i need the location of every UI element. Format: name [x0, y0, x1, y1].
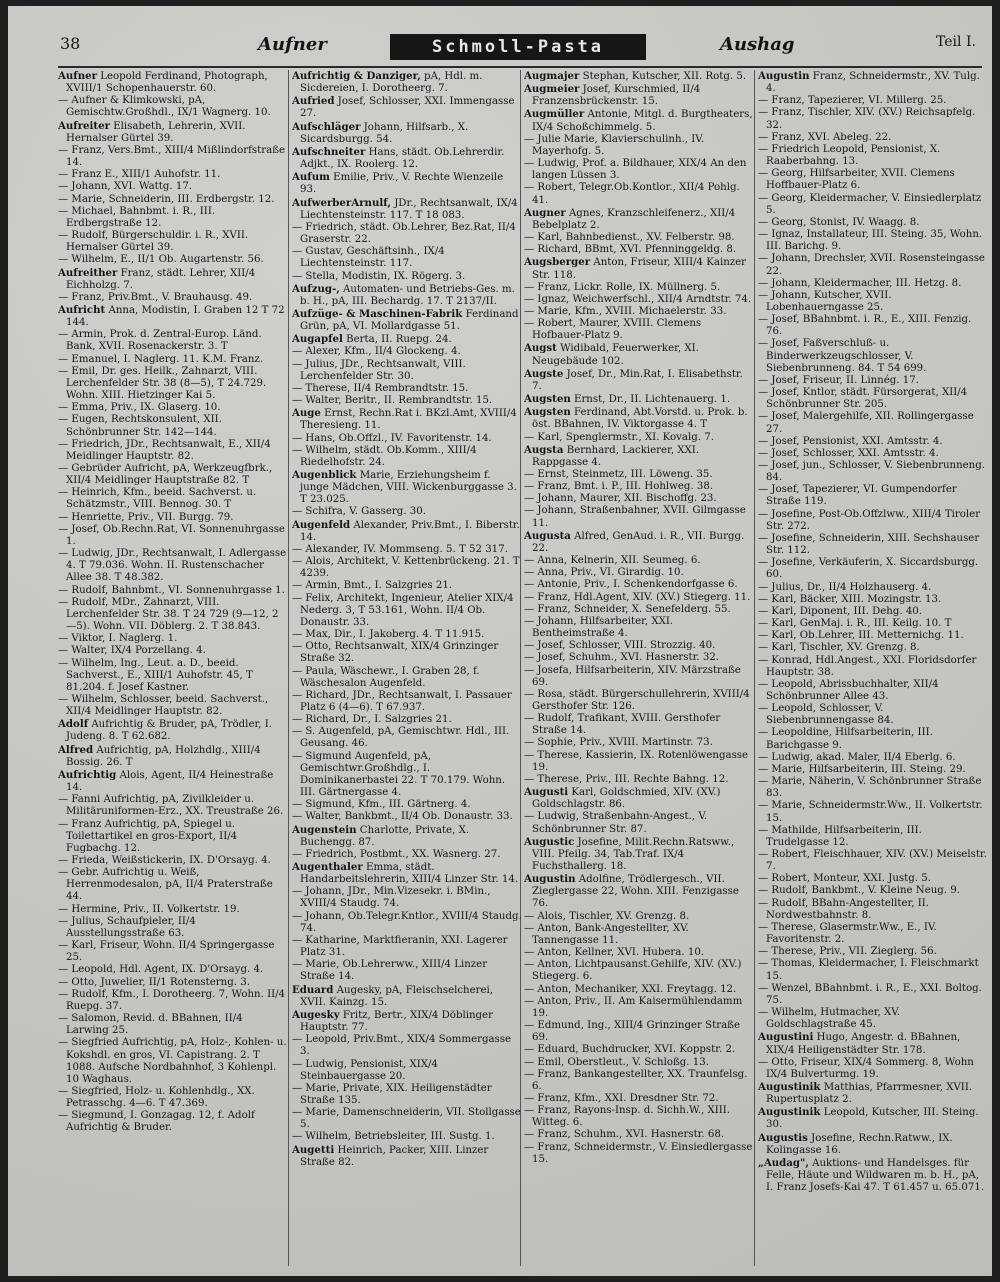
- directory-entry: Augenthaler Emma, städt. Handarbeitslehrerin, XIII/4 Linzer Str. 14.: [292, 861, 519, 886]
- column-divider: [754, 70, 755, 1266]
- directory-entry: — Max, Dir., I. Jakoberg. 4. T 11.915.: [292, 629, 485, 641]
- directory-entry: — Konrad, Hdl.Angest., XXI. Floridsdorfer Hauptstr. 38.: [758, 654, 977, 678]
- directory-entry: — Marie, Schneidermstr.Ww., II. Volkertstr. 15.: [758, 800, 983, 824]
- directory-entry: — Hermine, Priv., II. Volkertstr. 19.: [58, 903, 240, 915]
- directory-entry: — Walter, Beritr., II. Rembrandtstr. 15.: [292, 395, 493, 407]
- directory-entry: — S. Augenfeld, pA, Gemischtwr. Hdl., III. Geusang. 46.: [292, 726, 510, 750]
- page-header: [8, 6, 992, 62]
- directory-entry: — Henriette, Priv., VII. Burgg. 79.: [58, 511, 234, 523]
- directory-entry: Augustin Franz, Schneidermstr., XV. Tulg. 4.: [758, 70, 980, 95]
- directory-entry: — Josef, BBahnbmt. i. R., E., XIII. Fenzig. 76.: [758, 314, 972, 338]
- directory-entry: Aufreither Franz, städt. Lehrer, XII/4 Eichholzg. 7.: [58, 266, 256, 291]
- directory-entry: Aufum Emilie, Priv., V. Rechte Wienzeile 93.: [292, 171, 504, 196]
- directory-entry: — Richard, Dr., I. Salzgries 21.: [292, 714, 452, 726]
- header-first-word: Aufner: [258, 34, 327, 55]
- directory-column-2: [292, 70, 522, 1169]
- directory-entry: — Franz, Tapezierer, VI. Millerg. 25.: [758, 95, 947, 107]
- directory-entry: — Franz, Rayons-Insp. d. Sichh.W., XIII. Witteg. 6.: [524, 1105, 731, 1129]
- directory-entry: Augst Widibald, Feuerwerker, XI. Neugebäude 102.: [524, 342, 699, 367]
- directory-entry: Aufner Leopold Ferdinand, Photograph, XVIII/1 Schopenhauerstr. 60.: [58, 70, 268, 95]
- directory-entry: Aufreiter Elisabeth, Lehrerin, XVII. Hernalser Gürtel 39.: [58, 119, 246, 144]
- directory-entry: Augapfel Berta, II. Ruepg. 24.: [292, 333, 452, 346]
- directory-entry: — Michael, Bahnbmt. i. R., III. Erdbergstraße 12.: [58, 205, 216, 229]
- directory-entry: — Johann, Ob.Telegr.Kntlor., XVIII/4 Staudg. 74.: [292, 910, 522, 934]
- directory-entry: — Franz E., XIII/1 Auhofstr. 11.: [58, 169, 221, 181]
- directory-entry: — Ignaz, Weichwerfschl., XII/4 Arndtstr. 74.: [524, 293, 752, 305]
- directory-entry: Augmüller Antonie, Mitgl. d. Burgtheaters, IX/4 Schoßchimmelg. 5.: [524, 108, 753, 133]
- directory-entry: — Marie, Damenschneiderin, VII. Stollgasse 5.: [292, 1107, 521, 1131]
- directory-entry: Augmajer Stephan, Kutscher, XII. Rotg. 5.: [524, 70, 747, 82]
- directory-entry: — Josefa, Hilfsarbeiterin, XIV. Märzstraße 69.: [524, 664, 741, 688]
- directory-entry: — Leopold, Schlosser, V. Siebenbrunnengasse 84.: [758, 703, 894, 727]
- directory-entry: — Wilhelm, Betriebsleiter, III. Sustg. 1.: [292, 1131, 495, 1143]
- directory-entry: — Johann, Kleidermacher, III. Hetzg. 8.: [758, 277, 962, 289]
- directory-entry: Augustinik Matthias, Pfarrmesner, XVII. Rupertusplatz 2.: [758, 1080, 973, 1106]
- directory-entry: Augsta Bernhard, Lackierer, XXI. Rappgasse 4.: [524, 443, 700, 468]
- directory-entry: — Karl, Bäcker, XIII. Mozingstr. 13.: [758, 593, 942, 605]
- directory-entry: — Therese, Priv., VII. Zieglerg. 56.: [758, 946, 937, 958]
- directory-entry: — Franz, Schuhm., XVI. Hasnerstr. 68.: [524, 1129, 725, 1141]
- directory-entry: — Marie, Ob.Lehrerww., XIII/4 Linzer Straße 14.: [292, 959, 488, 983]
- directory-entry: — Therese, Priv., III. Rechte Bahng. 12.: [524, 773, 729, 785]
- directory-entry: — Anton, Mechaniker, XXI. Freytagg. 12.: [524, 983, 737, 995]
- directory-entry: — Josef, Schlosser, VIII. Strozzig. 40.: [524, 640, 716, 652]
- directory-entry: — Johann, Drechsler, XVII. Rosensteingasse 22.: [758, 253, 985, 277]
- directory-entry: — Ludwig, Prof. a. Bildhauer, XIX/4 An den langen Lüssen 3.: [524, 158, 747, 182]
- directory-entry: — Richard, JDr., Rechtsanwalt, I. Passauer Platz 6 (4—6). T 67.937.: [292, 689, 512, 713]
- directory-entry: — Armin, Prok. d. Zentral-Europ. Länd. Bank, XVII. Rosenackerstr. 3. T: [58, 329, 262, 353]
- directory-entry: — Ludwig, Pensionist, XIX/4 Steinbauergasse 20.: [292, 1058, 438, 1082]
- directory-entry: Augenfeld Alexander, Priv.Bmt., I. Biberstr. 14.: [292, 518, 520, 543]
- directory-entry: Augner Agnes, Kranzschleifenerz., XII/4 Bebelplatz 2.: [524, 206, 736, 231]
- directory-entry: Aufschneiter Hans, städt. Ob.Lehrerdir. Adjkt., IX. Roolerg. 12.: [292, 145, 505, 171]
- directory-entry: Augsberger Anton, Friseur, XIII/4 Kainzer Str. 118.: [524, 256, 747, 281]
- directory-entry: — Otto, Rechtsanwalt, XIX/4 Grinzinger Straße 32.: [292, 641, 499, 665]
- directory-entry: — Schifra, V. Gasserg. 30.: [292, 506, 426, 518]
- directory-entry: Augustinik Leopold, Kutscher, III. Steing. 30.: [758, 1106, 979, 1131]
- directory-entry: — Emanuel, I. Naglerg. 11. K.M. Franz.: [58, 353, 264, 365]
- directory-entry: — Julius, JDr., Rechtsanwalt, VIII. Lerchenfelder Str. 30.: [292, 358, 466, 382]
- directory-entry: — Siegfried, Holz- u. Kohlenhdlg., XX. Petrasschg. 4—6. T 47.369.: [58, 1085, 255, 1110]
- directory-entry: Augustis Josefine, Rechn.Ratww., IX. Kolingasse 16.: [758, 1131, 953, 1156]
- directory-entry: — Leopoldine, Hilfsarbeiterin, III. Barichgasse 9.: [758, 727, 933, 751]
- directory-entry: — Rudolf, BBahn-Angestellter, II. Nordwestbahnstr. 8.: [758, 897, 930, 921]
- directory-entry: — Franz Aufrichtig, pA, Spiegel u. Toilettartikel en gros-Export, II/4 Fugbachg. 12.: [58, 818, 238, 854]
- directory-entry: — Friedrich, JDr., Rechtsanwalt, E., XII/4 Meidlinger Hauptstr. 82.: [58, 438, 271, 462]
- directory-entry: — Otto, Juwelier, II/1 Rotensterng. 3.: [58, 976, 250, 988]
- directory-entry: — Franz, Kfm., XXI. Dresdner Str. 72.: [524, 1092, 719, 1104]
- directory-entry: — Antonie, Priv., I. Schenkendorfgasse 6.: [524, 579, 738, 591]
- directory-entry: — Georg, Hilfsarbeiter, XVII. Clemens Hoffbauer-Platz 6.: [758, 168, 955, 192]
- directory-entry: — Armin, Bmt., I. Salzgries 21.: [292, 580, 453, 592]
- directory-entry: — Rudolf, Trafikant, XVIII. Gersthofer Straße 14.: [524, 713, 721, 737]
- directory-entry: — Siegfried Aufrichtig, pA, Holz-, Kohlen- u. Kokshdl. en gros, VI. Capistrang. 2. T 1088. Aufsche Nordbahnhof, 3 Kohlenpl. 10 Waghaus.: [58, 1037, 287, 1085]
- directory-entry: — Rudolf, Bürgerschuldir. i. R., XVII. Hernalser Gürtel 39.: [58, 230, 249, 254]
- directory-entry: — Franz, Tischler, XIV. (XV.) Reichsapfelg. 32.: [758, 107, 976, 131]
- directory-entry: Augustin Adolfine, Trödlergesch., VII. Zieglergasse 22, Wohn. XIII. Fenzigasse 76.: [524, 873, 739, 910]
- directory-entry: — Emil, Oberstleut., V. Schloßg. 13.: [524, 1056, 709, 1068]
- directory-entry: — Alexander, IV. Mommseng. 5. T 52 317.: [292, 543, 508, 555]
- directory-entry: — Anna, Kelnerin, XII. Seumeg. 6.: [524, 555, 701, 567]
- directory-entry: — Marie, Hilfsarbeiterin, III. Steing. 29.: [758, 763, 966, 775]
- directory-entry: Augustini Hugo, Angestr. d. BBahnen, XIX/4 Heiligenstädter Str. 178.: [758, 1031, 961, 1056]
- directory-column-1: [58, 70, 288, 1135]
- directory-entry: — Anton, Priv., II. Am Kaisermühlendamm 19.: [524, 995, 743, 1019]
- directory-entry: — Robert, Fleischhauer, XIV. (XV.) Meiselstr. 7.: [758, 849, 987, 873]
- directory-entry: — Therese, Kassierin, IX. Rotenlöwengasse 19.: [524, 749, 749, 773]
- directory-entry: Augsten Ferdinand, Abt.Vorstd. u. Prok. b. öst. BBahnen, IV. Viktorgasse 4. T: [524, 406, 748, 431]
- directory-entry: — Josef, Faßverschluß- u. Binderwerkzeugschlosser, V. Siebenbrunneng. 84. T 54 699.: [758, 338, 927, 374]
- directory-entry: — Wenzel, BBahnbmt. i. R., E., XXI. Boltog. 75.: [758, 982, 982, 1006]
- directory-entry: Aufrichtig & Danziger, pA, Hdl. m. Sicdereien, I. Dorotheerg. 7.: [292, 70, 483, 95]
- directory-entry: — Karl, Diponent, III. Dehg. 40.: [758, 605, 923, 617]
- directory-entry: Aufried Josef, Schlosser, XXI. Immengasse 27.: [292, 95, 515, 120]
- directory-entry: — Josef, Friseur, II. Linnég. 17.: [758, 374, 919, 386]
- directory-entry: — Richard, BBmt, XVI. Pfenninggeldg. 8.: [524, 244, 737, 256]
- directory-entry: — Katharine, Marktfieranin, XXI. Lagerer Platz 31.: [292, 934, 508, 959]
- directory-column-3: [524, 70, 754, 1166]
- page-number: 38: [60, 34, 81, 53]
- directory-entry: — Karl, Tischler, XV. Grenzg. 8.: [758, 642, 920, 654]
- directory-entry: — Josef, Tapezierer, VI. Gumpendorfer Straße 119.: [758, 484, 957, 508]
- directory-entry: — Marie, Näherin, V. Schönbrunner Straße 83.: [758, 776, 982, 800]
- directory-entry: — Georg, Kleidermacher, V. Einsiedlerplatz 5.: [758, 192, 982, 216]
- directory-entry: — Wilhelm, Schlosser, beeid. Sachverst., XII/4 Meidlinger Hauptstr. 82.: [58, 693, 269, 718]
- directory-entry: — Franz, Lickr. Rolle, IX. Müllnerg. 5.: [524, 281, 721, 293]
- directory-entry: — Stella, Modistin, IX. Rögerg. 3.: [292, 270, 466, 282]
- directory-entry: — Therese, Glasermstr.Ww., E., IV. Favoritenstr. 2.: [758, 921, 937, 946]
- directory-entry: „Audag", Auktions- und Handelsges. für Felle, Häute und Wildwaren m. b. H., pA, I. Franz Josefs-Kai 47. T 61.457 u. 65.071.: [758, 1156, 985, 1194]
- column-divider: [288, 70, 289, 1266]
- directory-entry: Augste Josef, Dr., Min.Rat, I. Elisabethstr. 7.: [524, 367, 743, 392]
- directory-entry: — Rudolf, Bankbmt., V. Kleine Neug. 9.: [758, 885, 960, 897]
- directory-entry: — Johann, JDr., Min.Vizesekr. i. BMin., XVIII/4 Staudg. 74.: [292, 886, 491, 910]
- directory-entry: Augenstein Charlotte, Private, X. Buchengg. 87.: [292, 823, 470, 848]
- directory-entry: — Johann, XVI. Wattg. 17.: [58, 181, 193, 193]
- directory-entry: — Hans, Ob.Offzl., IV. Favoritenstr. 14.: [292, 432, 492, 444]
- directory-entry: — Josef, Ob.Rechn.Rat, VI. Sonnenuhrgasse 1.: [58, 523, 285, 547]
- directory-entry: — Gustav, Geschäftsinh., IX/4 Liechtensteinstr. 117.: [292, 246, 445, 270]
- directory-entry: — Rudolf, Bahnbmt., VI. Sonnenuhrgasse 1.: [58, 584, 285, 596]
- directory-entry: — Julius, Dr., II/4 Holzhauserg. 4.: [758, 581, 932, 593]
- directory-entry: Aufschläger Johann, Hilfsarb., X. Sicardsburgg. 54.: [292, 120, 469, 145]
- directory-entry: — Ignaz, Installateur, III. Steing. 35, Wohn. III. Barichg. 9.: [758, 229, 983, 253]
- directory-entry: — Thomas, Kleidermacher, I. Fleischmarkt 15.: [758, 958, 979, 982]
- directory-entry: AufwerberArnulf, JDr., Rechtsanwalt, IX/4 Liechtensteinstr. 117. T 18 083.: [292, 196, 518, 221]
- directory-entry: — Josef, jun., Schlosser, V. Siebenbrunneng. 84.: [758, 460, 985, 484]
- directory-entry: — Karl, Bahnbedienst., XV. Felberstr. 98.: [524, 232, 735, 244]
- directory-entry: — Mathilde, Hilfsarbeiterin, III. Trudelgasse 12.: [758, 824, 922, 848]
- directory-entry: — Marie, Kfm., XVIII. Michaelerstr. 33.: [524, 305, 727, 317]
- directory-entry: — Wilhelm, städt. Ob.Komm., XIII/4 Riedelhofstr. 24.: [292, 444, 477, 468]
- directory-entry: Augusta Alfred, GenAud. i. R., VII. Burgg. 22.: [524, 529, 745, 554]
- directory-entry: Aufzug-, Automaten- und Betriebs-Ges. m. b. H., pA, III. Bechardg. 17. T 2137/II.: [292, 282, 515, 307]
- directory-entry: — Ludwig, JDr., Rechtsanwalt, I. Adlergasse 4. T 79.036. Wohn. II. Rustenschacher Allee 38. T 48.382.: [58, 548, 287, 584]
- directory-entry: — Edmund, Ing., XIII/4 Grinzinger Straße 69.: [524, 1020, 740, 1044]
- directory-entry: — Franz, Schneidermstr., V. Einsiedlergasse 15.: [524, 1141, 753, 1165]
- directory-entry: — Friedrich Leopold, Pensionist, X. Raaberbahng. 13.: [758, 143, 941, 168]
- directory-entry: — Rosa, städt. Bürgerschullehrerin, XVIII/4 Gersthofer Str. 126.: [524, 688, 750, 712]
- directory-entry: — Karl, GenMaj. i. R., III. Keilg. 10. T: [758, 618, 952, 630]
- directory-entry: — Josef, Schuhm., XVI. Hasnerstr. 32.: [524, 652, 720, 664]
- directory-entry: — Otto, Friseur, XIX/4 Sommerg. 8, Wohn IX/4 Bulverturmg. 19.: [758, 1056, 974, 1080]
- directory-entry: Aufricht Anna, Modistin, I. Graben 12 T 72 144.: [58, 303, 285, 329]
- directory-entry: — Therese, II/4 Rembrandtstr. 15.: [292, 382, 469, 394]
- header-rule: [58, 66, 982, 68]
- directory-entry: — Alois, Architekt, V. Kettenbrückeng. 21. T 4239.: [292, 556, 520, 580]
- directory-entry: — Heinrich, Kfm., beeid. Sachverst. u. Schätzmstr., VIII. Bennog. 30. T: [58, 487, 257, 511]
- directory-entry: — Julius, Schaufpieler, II/4 Ausstellungsstraße 63.: [58, 915, 196, 939]
- directory-entry: — Eugen, Rechtskonsulent, XII. Schönbrunner Str. 142—144.: [58, 414, 222, 438]
- directory-entry: — Rudolf, MDr., Zahnarzt, VIII. Lerchenfelder Str. 38. T 24 729 (9—12, 2—5). Wohn. VII. Döblerg. 2. T 38.843.: [58, 596, 279, 633]
- directory-entry: — Gebr. Aufrichtig u. Weiß, Herrenmodesalon, pA, II/4 Praterstraße 44.: [58, 867, 273, 903]
- directory-entry: — Leopold, Hdl. Agent, IX. D'Orsayg. 4.: [58, 964, 264, 976]
- directory-entry: — Robert, Monteur, XXI. Justg. 5.: [758, 873, 931, 885]
- directory-entry: — Franz, Schneider, X. Senefelderg. 55.: [524, 603, 731, 615]
- directory-entry: — Wilhelm, Ing., Leut. a. D., beeid. Sachverst., E., XIII/1 Auhofstr. 45, T 81.204. f. Josef Kastner.: [58, 657, 253, 693]
- directory-entry: — Emma, Priv., IX. Glaserg. 10.: [58, 402, 221, 414]
- directory-entry: — Karl, Ob.Lehrer, III. Metternichg. 11.: [758, 630, 964, 642]
- directory-page: [8, 6, 992, 1276]
- directory-entry: — Leopold, Priv.Bmt., XIX/4 Sommergasse 3.: [292, 1034, 512, 1058]
- directory-entry: — Anton, Lichtpausanst.Gehilfe, XIV. (XV.) Stiegerg. 6.: [524, 959, 742, 983]
- directory-entry: — Rudolf, Kfm., I. Dorotheerg. 7, Wohn. II/4 Ruepg. 37.: [58, 988, 286, 1012]
- directory-entry: — Franz, Priv.Bmt., V. Brauhausg. 49.: [58, 291, 253, 303]
- directory-entry: — Marie, Private, XIX. Heiligenstädter Straße 135.: [292, 1082, 492, 1106]
- directory-entry: — Emil, Dr. ges. Heilk., Zahnarzt, VIII. Lerchenfelder Str. 38 (8—5), T 24.729. Wohn. XIII. Hietzinger Kai 5.: [58, 365, 267, 402]
- directory-entry: — Johann, Hilfsarbeiter, XXI. Bentheimstraße 4.: [524, 615, 674, 640]
- directory-entry: — Alexer, Kfm., II/4 Glockeng. 4.: [292, 346, 461, 358]
- directory-entry: — Karl, Spenglermstr., XI. Kovalg. 7.: [524, 431, 714, 443]
- directory-entry: Augenblick Marie, Erziehungsheim f. junge Mädchen, VIII. Wickenburggasse 3. T 23.025.: [292, 469, 517, 506]
- directory-entry: — Eduard, Buchdrucker, XVI. Koppstr. 2.: [524, 1044, 736, 1056]
- directory-entry: — Anton, Bank-Angestellter, XV. Tannengasse 11.: [524, 922, 689, 946]
- directory-entry: — Franz, Bmt. i. P., III. Hohlweg. 38.: [524, 481, 714, 493]
- directory-entry: — Julie Marie, Klavierschulinh., IV. Mayerhofg. 5.: [524, 133, 705, 157]
- directory-entry: — Leopold, Abrissbuchhalter, XII/4 Schönbrunner Allee 43.: [758, 678, 939, 702]
- directory-entry: — Josef, Malergehilfe, XII. Rollingergasse 27.: [758, 411, 974, 435]
- directory-entry: — Frieda, Weißstickerin, IX. D'Orsayg. 4.: [58, 855, 271, 866]
- directory-entry: Augsten Ernst, Dr., II. Lichtenauerg. 1.: [524, 393, 731, 406]
- directory-entry: — Ludwig, akad. Maler, II/4 Eberlg. 6.: [758, 751, 956, 763]
- directory-entry: — Josef, Pensionist, XXI. Amtsstr. 4.: [758, 435, 943, 447]
- directory-entry: — Sigmund Augenfeld, pA, Gemischtwr.Großhdlg., I. Dominikanerbastei 22. T 70.179. Wohn. III. Gärtnergasse 4.: [292, 750, 506, 799]
- directory-entry: — Felix, Architekt, Ingenieur, Atelier XIX/4 Nederg. 3, T 53.161, Wohn. II/4 Ob. Donaustr. 33.: [292, 592, 514, 628]
- directory-entry: — Johann, Maurer, XII. Bischoffg. 23.: [524, 493, 717, 505]
- directory-entry: Auge Ernst, Rechn.Rat i. BKzl.Amt, XVIII/4 Theresieng. 11.: [292, 407, 517, 432]
- directory-entry: — Viktor, I. Naglerg. 1.: [58, 633, 178, 645]
- directory-entry: — Johann, Kutscher, XVII. Lobenhauerngasse 25.: [758, 289, 892, 313]
- directory-entry: — Karl, Friseur, Wohn. II/4 Springergasse 25.: [58, 940, 275, 964]
- directory-entry: Augmeier Josef, Kurschmied, II/4 Franzensbrückenstr. 15.: [524, 83, 701, 108]
- directory-column-4: [758, 70, 988, 1194]
- directory-entry: Augetti Heinrich, Packer, XIII. Linzer Straße 82.: [292, 1143, 489, 1168]
- directory-entry: Eduard Augesky, pA, Fleischselcherei, XVII. Kainzg. 15.: [292, 983, 494, 1008]
- directory-entry: — Ernst, Steinmetz, III. Löweng. 35.: [524, 469, 713, 480]
- directory-entry: — Alois, Tischler, XV. Grenzg. 8.: [524, 910, 690, 922]
- directory-entry: Augusti Karl, Goldschmied, XIV. (XV.) Goldschlagstr. 86.: [524, 786, 721, 811]
- directory-entry: Aufzüge- & Maschinen-Fabrik Ferdinand Grün, pA, VI. Mollardgasse 51.: [292, 307, 519, 333]
- directory-entry: — Paula, Wäschewr., I. Graben 28, f. Wäschesalon Augenfeld.: [292, 665, 480, 689]
- directory-entry: — Robert, Maurer, XVIII. Clemens Hofbauer-Platz 9.: [524, 318, 702, 342]
- directory-entry: Adolf Aufrichtig & Bruder, pA, Trödler, I. Judeng. 8. T 62.682.: [58, 718, 272, 743]
- directory-entry: — Josef, Kntlor, städt. Fürsorgerat, XII/4 Schönbrunner Str. 205.: [758, 387, 968, 411]
- directory-entry: — Georg, Stonist, IV. Waagg. 8.: [758, 216, 920, 228]
- directory-entry: — Sigmund, Kfm., III. Gärtnerg. 4.: [292, 799, 471, 811]
- directory-entry: — Josefine, Schneiderin, XIII. Sechshauser Str. 112.: [758, 532, 980, 557]
- directory-entry: — Salomon, Revid. d. BBahnen, II/4 Larwing 25.: [58, 1013, 243, 1037]
- directory-entry: — Josefine, Post-Ob.Offzlww., XIII/4 Tiroler Str. 272.: [758, 508, 981, 532]
- directory-entry: — Franz, Vers.Bmt., XIII/4 Mißlindorfstraße 14.: [58, 144, 286, 169]
- directory-entry: — Anton, Kellner, XVI. Hubera. 10.: [524, 947, 705, 959]
- directory-entry: — Friedrich, städt. Ob.Lehrer, Bez.Rat, II/4 Graserstr. 22.: [292, 221, 516, 246]
- header-last-word: Aushag: [720, 34, 795, 55]
- directory-entry: — Josefine, Verkäuferin, X. Siccardsburgg. 60.: [758, 557, 979, 581]
- directory-entry: — Johann, Straßenbahner, XVII. Gilmgasse 11.: [524, 505, 746, 529]
- directory-entry: — Anna, Priv., VI. Girardig. 10.: [524, 567, 684, 579]
- directory-entry: — Fanni Aufrichtig, pA, Zivilkleider u. Militäruniformen-Erz., XX. Treustraße 26.: [58, 794, 284, 818]
- directory-entry: — Wilhelm, E., II/1 Ob. Augartenstr. 56.: [58, 254, 264, 266]
- directory-entry: — Franz, XVI. Abeleg. 22.: [758, 131, 892, 143]
- directory-entry: — Siegmund, I. Gonzagag. 12, f. Adolf Aufrichtig & Bruder.: [58, 1110, 255, 1134]
- directory-entry: Aufrichtig Alois, Agent, II/4 Heinestraße 14.: [58, 768, 274, 794]
- directory-entry: Augesky Fritz, Bertr., XIX/4 Döblinger Hauptstr. 77.: [292, 1008, 493, 1034]
- directory-entry: — Ludwig, Straßenbahn-Angest., V. Schönbrunner Str. 87.: [524, 811, 708, 835]
- directory-entry: — Friedrich, Postbmt., XX. Wasnerg. 27.: [292, 848, 501, 860]
- directory-entry: — Josef, Schlosser, XXI. Amtsstr. 4.: [758, 447, 939, 459]
- directory-entry: — Aufner & Klimkowski, pA, Gemischtw.Großhdl., IX/1 Wagnerg. 10.: [58, 95, 271, 119]
- directory-entry: — Sophie, Priv., XVIII. Martinstr. 73.: [524, 737, 713, 749]
- directory-entry: — Gebrüder Aufricht, pA, Werkzeugfbrk., XII/4 Meidlinger Hauptstraße 82. T: [58, 463, 273, 487]
- advertisement-banner: Schmoll-Pasta: [390, 34, 646, 60]
- directory-entry: — Walter, IX/4 Porzellang. 4.: [58, 645, 206, 657]
- part-label: Teil I.: [936, 34, 976, 50]
- directory-entry: — Marie, Schneiderin, III. Erdbergstr. 12.: [58, 193, 275, 205]
- directory-entry: — Franz, Hdl.Agent, XIV. (XV.) Stiegerg. 11.: [524, 591, 751, 603]
- directory-entry: — Walter, Bankbmt., II/4 Ob. Donaustr. 33.: [292, 811, 513, 823]
- directory-entry: — Robert, Telegr.Ob.Kontlor., XII/4 Pohlg. 41.: [524, 182, 740, 206]
- directory-entry: — Wilhelm, Hutmacher, XV. Goldschlagstraße 45.: [758, 1007, 901, 1031]
- directory-entry: Augustic Josefine, Milit.Rechn.Ratsww., VIII. Pfeilg. 34, Tab.Traf. IX/4 Fuchsthallerg. 18.: [524, 835, 735, 872]
- directory-entry: — Franz, Bankangestellter, XX. Traunfelsg. 6.: [524, 1068, 748, 1092]
- directory-entry: Alfred Aufrichtig, pA, Holzhdlg., XIII/4 Bossig. 26. T: [58, 743, 261, 768]
